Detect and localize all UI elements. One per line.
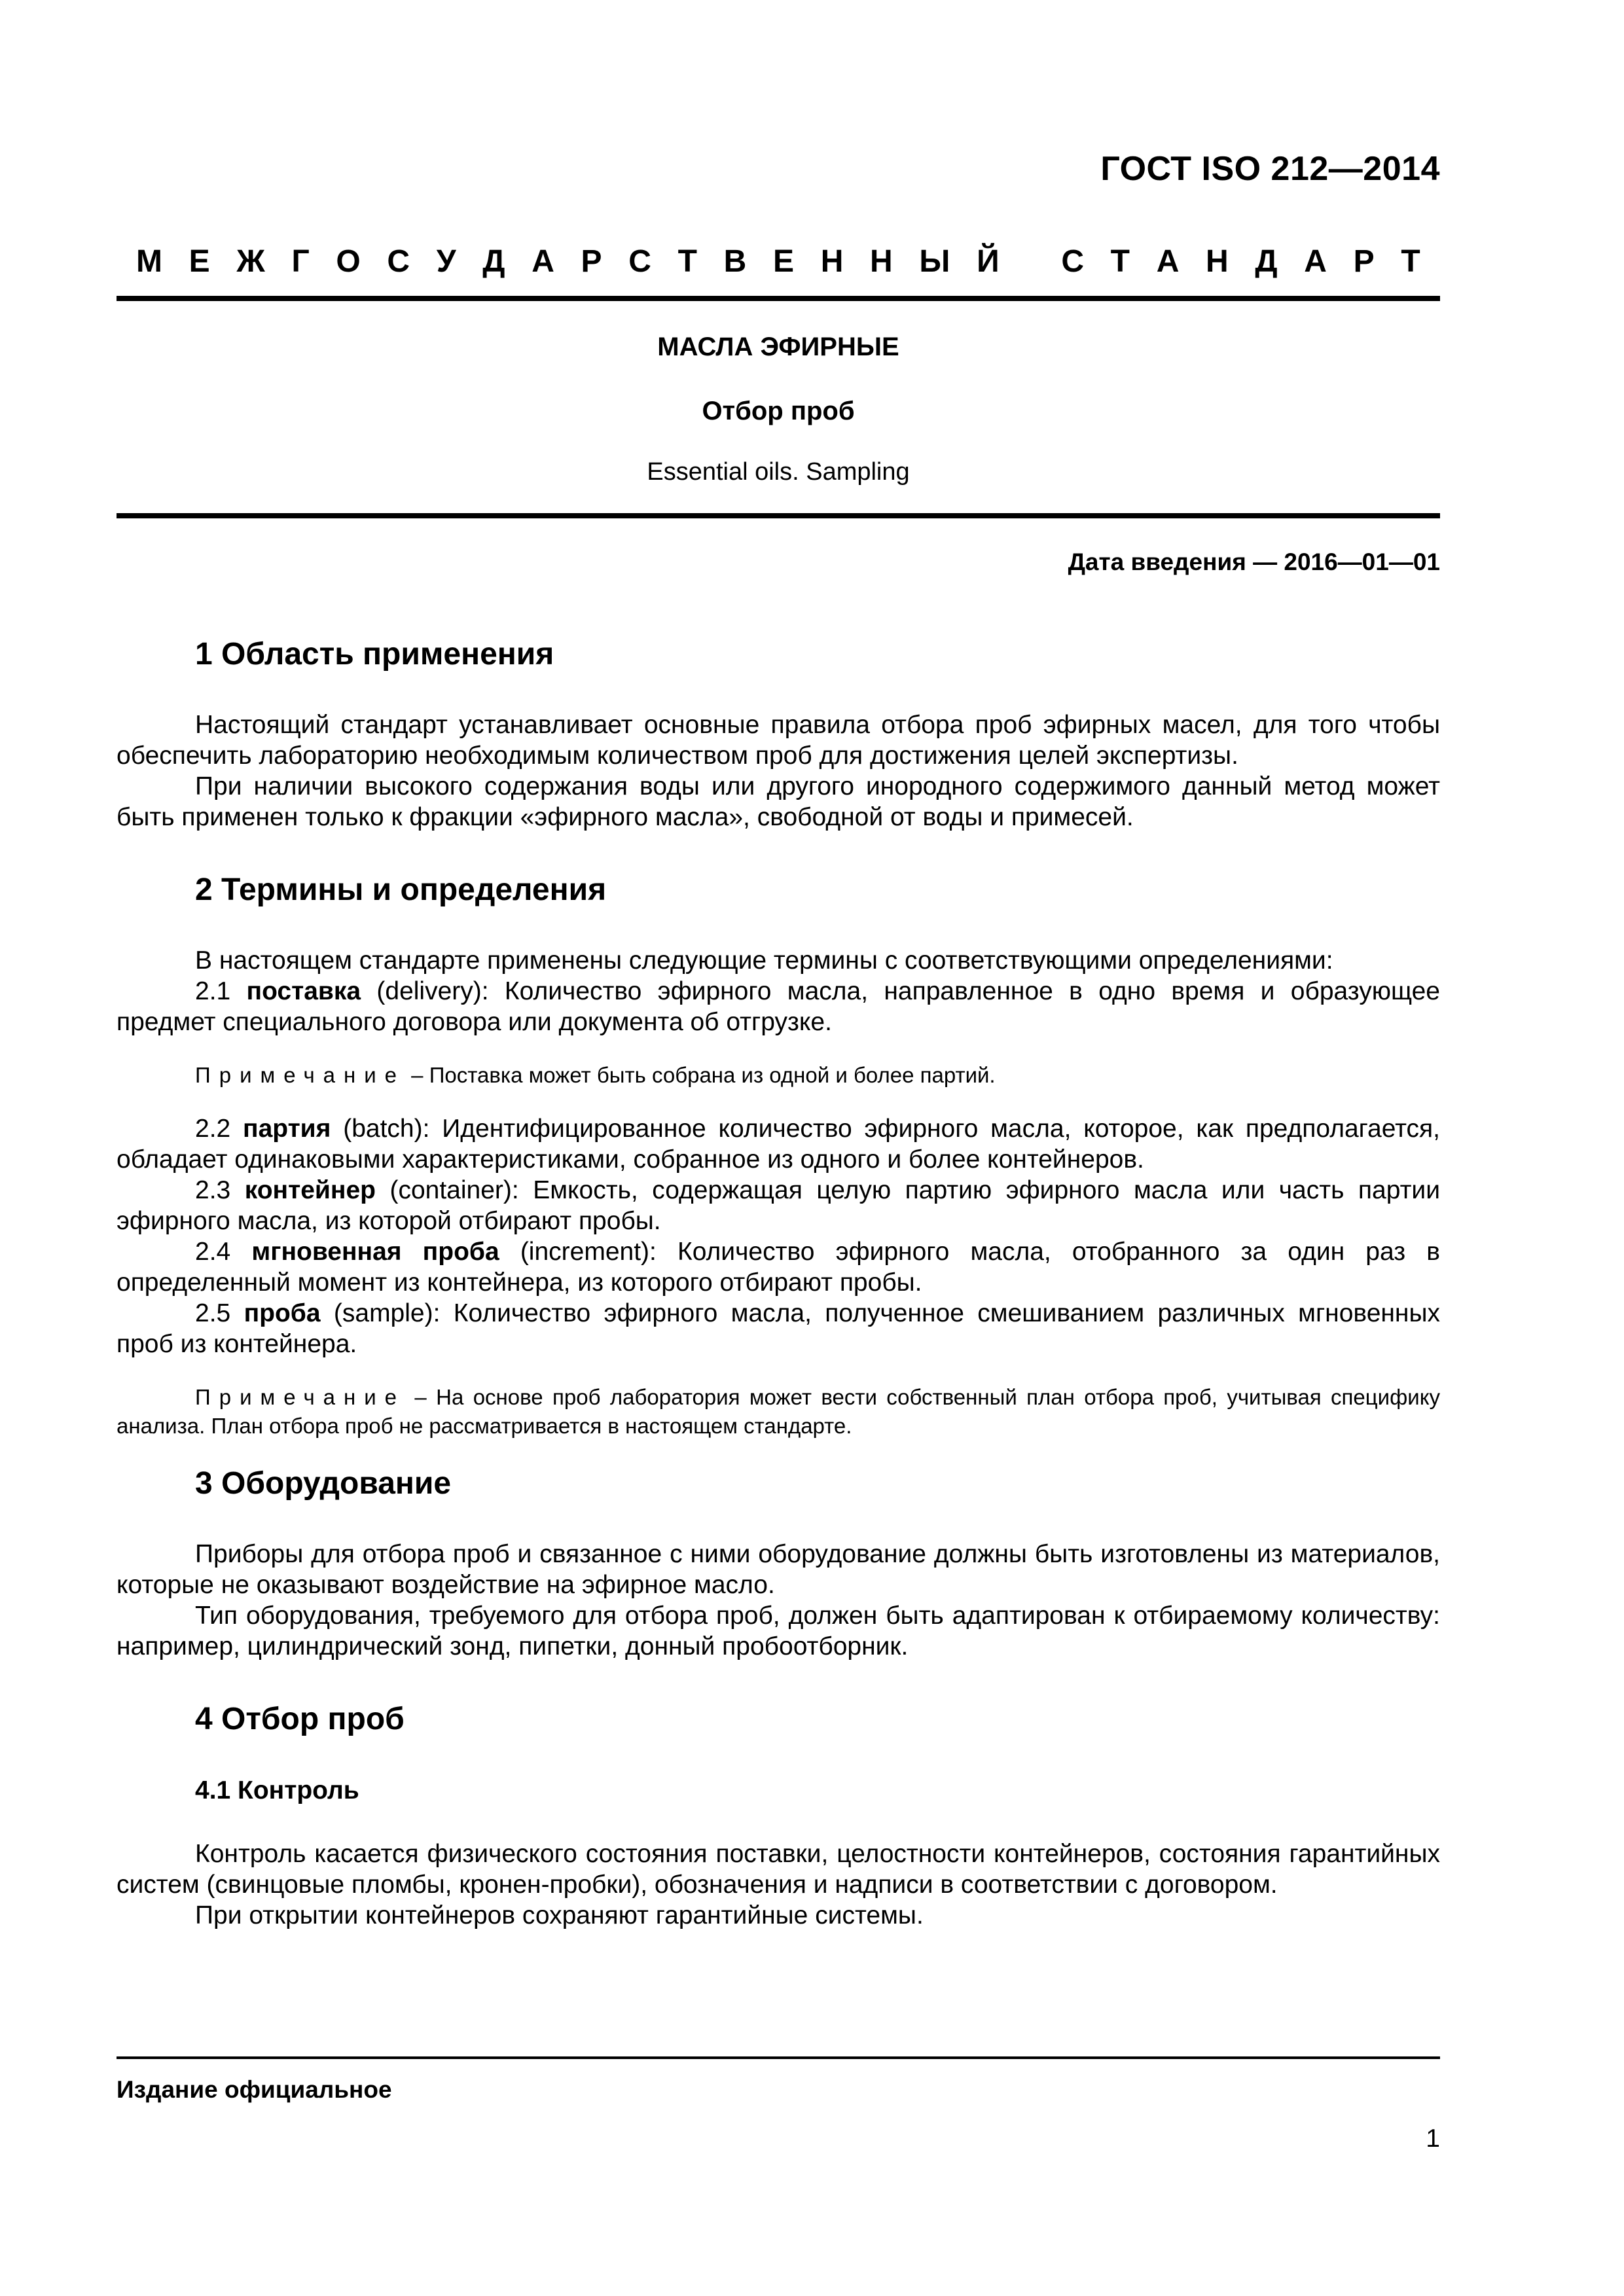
banner-letter: М bbox=[136, 244, 162, 279]
definition: (batch): Идентифицированное количество эфирного масла, которое, как предполагается, обладает одинаковыми характеристиками, собранное из одного и более контейнеров. bbox=[117, 1115, 1440, 1174]
edition-label: Издание официальное bbox=[117, 2076, 392, 2103]
definition: (container): Емкость, содержащая целую партию эфирного масла или часть партии эфирного масла, из которой отбирают пробы. bbox=[117, 1176, 1441, 1235]
banner-letter: Т bbox=[677, 244, 697, 279]
definition: (increment): Количество эфирного масла, отобранного за один раз в определенный момент из контейнера, из которого отбирают пробы. bbox=[117, 1238, 1440, 1297]
subsection-heading: 4.1 Контроль bbox=[195, 1776, 359, 1804]
title-rule bbox=[117, 513, 1440, 518]
section-4 bbox=[117, 1700, 1440, 1931]
banner-letter: С bbox=[387, 244, 410, 279]
note-text: – Поставка может быть собрана из одной и более партий. bbox=[405, 1063, 996, 1087]
section-3 bbox=[117, 1464, 1440, 1662]
document-page bbox=[117, 0, 1440, 2296]
term: проба bbox=[244, 1299, 321, 1327]
banner-letter: Т bbox=[1110, 244, 1130, 279]
note bbox=[117, 1383, 1440, 1441]
english-title: Essential oils. Sampling bbox=[647, 458, 910, 486]
term-definition bbox=[117, 1175, 1440, 1236]
term-number: 2.3 bbox=[195, 1176, 245, 1204]
paragraph: Тип оборудования, требуемого для отбора проб, должен быть адаптирован к отбираемому количеству: например, цилиндрический зонд, пипетки, донный пробоотборник. bbox=[117, 1602, 1440, 1660]
term: поставка bbox=[246, 977, 361, 1005]
banner-letter: Е bbox=[772, 244, 794, 279]
definition: (sample): Количество эфирного масла, полученное смешиванием различных мгновенных проб из контейнера. bbox=[117, 1299, 1440, 1358]
note-label: Примечание bbox=[195, 1063, 406, 1087]
banner-letter: Р bbox=[581, 244, 602, 279]
banner-letter: Ы bbox=[919, 244, 950, 279]
section-1 bbox=[117, 635, 1440, 833]
banner-letter: Р bbox=[1353, 244, 1375, 279]
term-number: 2.4 bbox=[195, 1238, 252, 1266]
definition: (delivery): Количество эфирного масла, направленное в одно время и образующее предмет специального договора или документа об отгрузке. bbox=[117, 977, 1440, 1036]
term-number: 2.1 bbox=[195, 977, 247, 1005]
banner-letter: А bbox=[1304, 244, 1327, 279]
banner-letter: Н bbox=[820, 244, 844, 279]
section-heading: 3 Оборудование bbox=[195, 1466, 452, 1501]
page-number: 1 bbox=[1426, 2125, 1440, 2153]
banner-letter: Г bbox=[291, 244, 310, 279]
paragraph: Приборы для отбора проб и связанное с ними оборудование должны быть изготовлены из материалов, которые не оказывают воздействие на эфирное масло. bbox=[117, 1540, 1440, 1599]
banner-letter: У bbox=[436, 244, 456, 279]
term-definition bbox=[117, 1113, 1440, 1175]
document-title: МАСЛА ЭФИРНЫЕ bbox=[657, 332, 899, 361]
banner-letter: Ж bbox=[236, 244, 265, 279]
banner-letter: Д bbox=[1255, 244, 1278, 279]
banner-letter: С bbox=[628, 244, 651, 279]
banner-letter: Е bbox=[189, 244, 210, 279]
banner-gap bbox=[1026, 243, 1034, 279]
note-label: Примечание bbox=[195, 1385, 406, 1409]
banner-letter: А bbox=[1156, 244, 1180, 279]
interstate-standard-banner bbox=[136, 243, 1420, 279]
banner-letter: Й bbox=[977, 244, 1000, 279]
paragraph: Настоящий стандарт устанавливает основные правила отбора проб эфирных масел, для того чтобы обеспечить лабораторию необходимым количеством проб для достижения целей экспертизы. bbox=[117, 711, 1440, 770]
term-definition bbox=[117, 976, 1440, 1037]
term-number: 2.5 bbox=[195, 1299, 244, 1327]
document-subtitle: Отбор проб bbox=[702, 397, 855, 425]
term: контейнер bbox=[244, 1176, 376, 1204]
term: партия bbox=[243, 1115, 331, 1143]
note-text: – На основе проб лаборатория может вести собственный план отбора проб, учитывая специфику анализа. План отбора проб не рассматривается в настоящем стандарте. bbox=[117, 1385, 1440, 1438]
banner-letter: А bbox=[532, 244, 554, 279]
paragraph: Контроль касается физического состояния поставки, целостности контейнеров, состояния гарантийных систем (свинцовые пломбы, кронен-пробки), обозначения и надписи в соответствии с договором. bbox=[117, 1840, 1440, 1899]
term-number: 2.2 bbox=[195, 1115, 244, 1143]
introduction-date: Дата введения — 2016—01—01 bbox=[1068, 548, 1440, 575]
banner-letter: В bbox=[723, 244, 747, 279]
section-2 bbox=[117, 870, 1440, 1441]
standard-code: ГОСТ ISO 212—2014 bbox=[1100, 150, 1440, 188]
banner-letter: С bbox=[1061, 244, 1084, 279]
banner-letter: Н bbox=[1206, 244, 1229, 279]
term-definition bbox=[117, 1298, 1440, 1359]
section-heading: 2 Термины и определения bbox=[195, 872, 607, 907]
banner-letter: Т bbox=[1401, 244, 1420, 279]
document-body bbox=[117, 635, 1440, 1931]
section-heading: 4 Отбор проб bbox=[195, 1702, 405, 1736]
banner-letter: Д bbox=[482, 244, 505, 279]
paragraph: В настоящем стандарте применены следующие термины с соответствующими определениями: bbox=[195, 946, 1333, 975]
paragraph: При открытии контейнеров сохраняют гарантийные системы. bbox=[195, 1901, 924, 1929]
paragraph: При наличии высокого содержания воды или другого инородного содержимого данный метод может быть применен только к фракции «эфирного масла», свободной от воды и примесей. bbox=[117, 772, 1440, 831]
note bbox=[117, 1061, 1440, 1090]
section-heading: 1 Область применения bbox=[195, 637, 554, 672]
banner-letter: Н bbox=[870, 244, 893, 279]
footer-rule bbox=[117, 2056, 1440, 2059]
term: мгновенная проба bbox=[251, 1238, 499, 1266]
banner-letter: О bbox=[336, 244, 361, 279]
header-rule bbox=[117, 296, 1440, 301]
term-definition bbox=[117, 1236, 1440, 1298]
